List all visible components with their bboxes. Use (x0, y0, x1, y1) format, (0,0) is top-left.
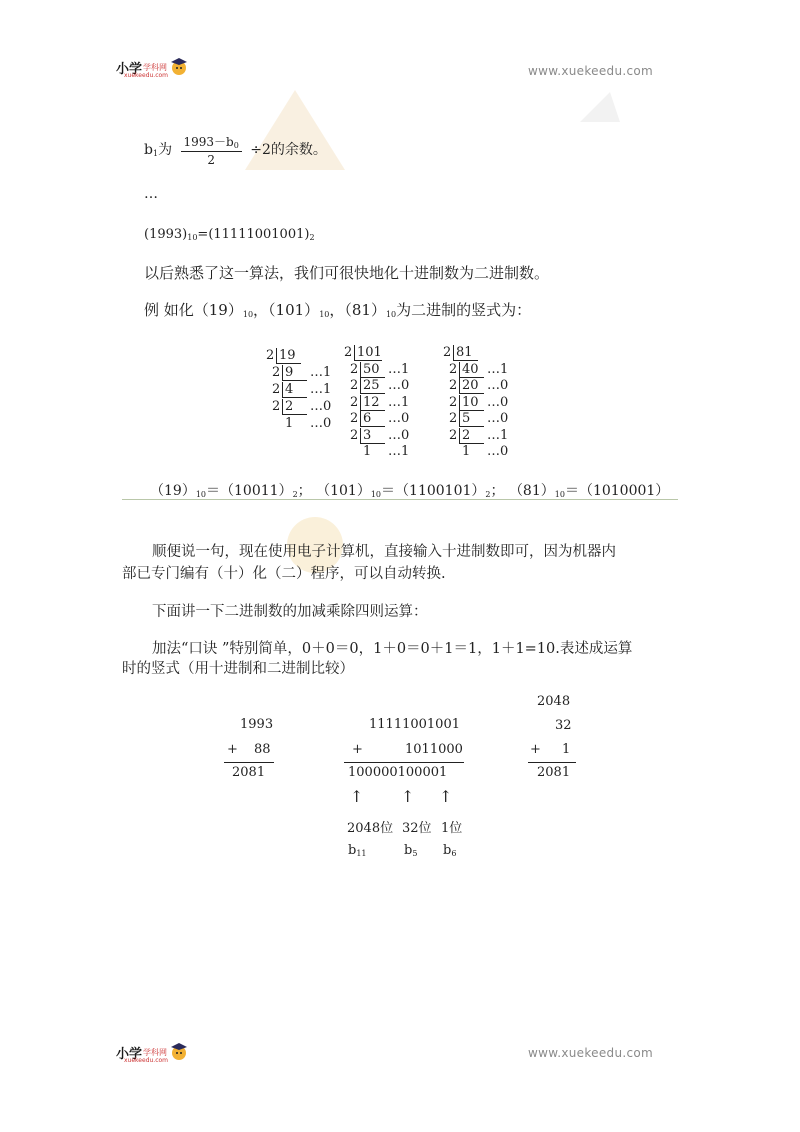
quotient: 3 (360, 428, 385, 444)
remainder: …0 (388, 378, 410, 393)
dec-sum: 2081 (232, 765, 266, 780)
mascot-icon (169, 56, 189, 78)
quotient: 10 (459, 395, 484, 411)
watermark-icon (580, 92, 620, 122)
logo-text: 小学 (116, 61, 143, 77)
quotient: 20 (459, 378, 484, 394)
remainder: …1 (388, 361, 410, 377)
logo-subtext: xuekeedu.com (124, 72, 169, 79)
bin-bottom: 1011000 (405, 742, 463, 757)
quotient: 1 (363, 444, 372, 459)
parts-a: 2048 (537, 694, 571, 709)
quotient: 40 (459, 362, 484, 378)
prefix-text: 为 (158, 142, 173, 158)
mascot-icon (169, 1041, 189, 1063)
division-row (272, 382, 331, 398)
divisor: 2 (350, 378, 359, 393)
division-row (350, 428, 409, 444)
arrow-up-icon: ↑ (401, 787, 415, 806)
bit-b6: $b_6$ (443, 843, 457, 858)
remainder: …1 (310, 382, 332, 397)
paragraph-addition-l2: 时的竖式（用十进制和二进制比较） (122, 661, 354, 677)
paragraph-computer-l1: 顺便说一句，现在使用电子计算机，直接输入十进制数即可，因为机器内 (152, 544, 616, 560)
division-row (350, 362, 409, 378)
division-row (266, 348, 304, 364)
quotient: 2 (282, 399, 307, 415)
position-2048: 2048位 (347, 821, 394, 836)
remainder: …0 (487, 444, 509, 459)
quotient: 6 (360, 411, 385, 427)
quotient: 5 (459, 411, 484, 427)
division-row (449, 378, 508, 394)
remainder: …1 (487, 427, 509, 443)
divisor: 2 (350, 411, 359, 426)
remainder: …0 (487, 378, 509, 393)
bin-plus: + (352, 742, 363, 757)
remainder: …0 (388, 427, 410, 443)
results-line: $(19)_{10}=(10011)_2$； $(101)_{10}=(1100101)_2$； $(81)_{10}=(1010001)$ (150, 483, 670, 499)
logo-tag: 学科网 (143, 62, 168, 72)
divisor: 2 (272, 382, 281, 397)
division-row (350, 395, 409, 411)
divisor: 2 (344, 345, 353, 360)
division-row (344, 345, 385, 361)
divisor: 2 (266, 348, 275, 363)
dec-plus: + (227, 742, 238, 757)
division-row (350, 378, 409, 394)
dec-bottom: 88 (254, 742, 271, 757)
remainder: …1 (388, 444, 410, 459)
divisor: 2 (449, 378, 458, 393)
remainder-line (144, 133, 327, 167)
position-1: 1位 (441, 821, 463, 836)
division-row (449, 362, 508, 378)
arrow-up-icon: ↑ (439, 787, 453, 806)
bin-top: 11111001001 (369, 717, 460, 732)
bin-sum: 100000100001 (348, 765, 448, 780)
parts-sum-line (528, 762, 576, 763)
fraction (181, 133, 242, 167)
position-32: 32位 (402, 821, 432, 836)
divisor: 2 (449, 427, 458, 443)
divisor: 2 (350, 361, 359, 377)
remainder: …0 (487, 411, 509, 426)
ellipsis: … (144, 186, 158, 202)
bit-b5: $b_5$ (404, 843, 418, 858)
logo-subtext: xuekeedu.com (124, 1057, 169, 1064)
parts-sum: 2081 (537, 765, 571, 780)
quotient: 81 (453, 345, 478, 361)
footer-url: www.xuekeedu.com (528, 1046, 653, 1060)
divisor: 2 (350, 394, 359, 410)
division-row (449, 428, 508, 444)
parts-plus: + (530, 742, 541, 757)
section-divider (122, 499, 678, 500)
division-row (443, 345, 481, 361)
division-row (350, 411, 409, 427)
dec-sum-line (224, 762, 274, 763)
divisor: 2 (350, 427, 359, 443)
remainder: …1 (310, 365, 332, 380)
quotient: 9 (282, 365, 307, 381)
suffix-text: ÷2的余数。 (250, 142, 327, 158)
quotient: 1 (285, 416, 294, 431)
intro-paragraph: 以后熟悉了这一算法，我们可很快地化十进制数为二进制数。 (144, 264, 550, 282)
division-row (272, 365, 331, 381)
remainder: …0 (388, 411, 410, 426)
remainder: …1 (388, 394, 410, 410)
paragraph-operations: 下面讲一下二进制数的加减乘除四则运算： (152, 604, 428, 620)
quotient: 19 (276, 348, 301, 364)
remainder: …1 (487, 361, 509, 377)
division-row (449, 411, 508, 427)
division-row (272, 399, 331, 415)
division-row (449, 444, 508, 459)
fraction-denominator: 2 (207, 153, 215, 167)
paragraph-computer-l2: 部已专门编有（十）化（二）程序，可以自动转换. (122, 566, 446, 582)
logo-text: 小学 (116, 1046, 143, 1062)
divisor: 2 (449, 361, 458, 377)
paragraph-addition-l1: 加法“口诀 ”特别简单，0＋0＝0，1＋0＝0＋1＝1，1＋1=10.表述成运算 (152, 641, 633, 657)
divisor: 2 (449, 411, 458, 426)
divisor: 2 (272, 399, 281, 414)
remainder: …0 (310, 416, 332, 431)
quotient: 1 (462, 444, 471, 459)
quotient: 25 (360, 378, 385, 394)
quotient: 4 (282, 382, 307, 398)
division-row (350, 444, 409, 459)
header-logo (116, 56, 189, 78)
example-line: 例 如化$(19)_{10}$，$(101)_{10}$，$(81)_{10}$为二进制的竖式为： (144, 301, 532, 319)
remainder: …0 (310, 399, 332, 414)
bit-b11: $b_{11}$ (348, 843, 367, 858)
logo-tag: 学科网 (143, 1047, 168, 1057)
divisor: 2 (449, 394, 458, 410)
parts-c: 1 (562, 742, 571, 757)
b-symbol: b (144, 142, 153, 158)
quotient: 50 (360, 362, 385, 378)
division-row (272, 416, 331, 431)
quotient: 12 (360, 395, 385, 411)
fraction-numerator: $1993-b_0$ (181, 133, 242, 152)
parts-b: 32 (555, 718, 572, 733)
remainder: …0 (487, 394, 509, 410)
b-subscript: 1 (152, 149, 159, 158)
footer-logo (116, 1041, 189, 1063)
quotient: 101 (354, 345, 382, 361)
divisor: 2 (443, 345, 452, 360)
division-row (449, 395, 508, 411)
header-url: www.xuekeedu.com (528, 64, 653, 78)
quotient: 2 (459, 428, 484, 444)
bin-sum-line (344, 762, 464, 763)
dec-top: 1993 (240, 717, 274, 732)
arrow-up-icon: ↑ (350, 787, 364, 806)
result-1993: $(1993)_{10}=(11111001001)_2$ (144, 227, 315, 242)
divisor: 2 (272, 365, 281, 380)
